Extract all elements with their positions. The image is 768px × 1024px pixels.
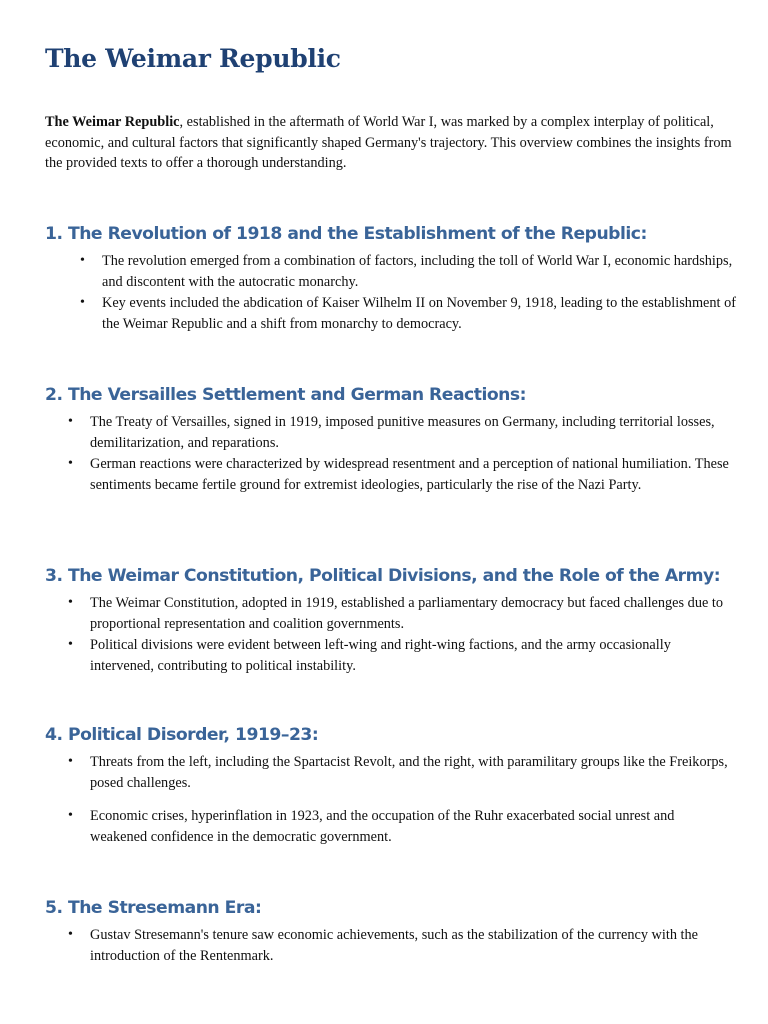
section-list-constitution [68,593,735,676]
page-title: The Weimar Republic [45,44,341,73]
bullet-icon: • [68,927,73,942]
intro-bold-term: The Weimar Republic [45,114,180,130]
section-heading-disorder: 4. Political Disorder, 1919–23: [45,725,319,745]
intro-paragraph [45,112,735,174]
list-item: • The revolution emerged from a combination of factors, including the toll of World War I, economic hardships, and discontent with the autocratic monarchy. [80,253,733,290]
list-item: • Key events included the abdication of Kaiser Wilhelm II on November 9, 1918, leading to the establishment of the Weimar Republic and a shift from monarchy to democracy. [80,295,737,332]
list-item: • German reactions were characterized by widespread resentment and a perception of national humiliation. These sentiments became fertile ground for extremist ideologies, particularly the rise of the Nazi Party. [68,456,729,493]
section-heading-versailles: 2. The Versailles Settlement and German Reactions: [45,385,526,405]
bullet-icon: • [80,295,85,310]
list-item: • Gustav Stresemann's tenure saw economic achievements, such as the stabilization of the currency with the introduction of the Rentenmark. [68,927,699,964]
list-item: • The Weimar Constitution, adopted in 1919, established a parliamentary democracy but faced challenges due to proportional representation and coalition governments. [68,595,724,632]
section-heading-constitution: 3. The Weimar Constitution, Political Divisions, and the Role of the Army: [45,566,721,586]
section-list-revolution [80,251,742,334]
list-item: • Threats from the left, including the Spartacist Revolt, and the right, with paramilitary groups like the Freikorps, posed challenges. [68,754,728,791]
bullet-icon: • [68,637,73,652]
section-list-versailles [68,412,740,495]
list-item: • Political divisions were evident between left-wing and right-wing factions, and the army occasionally intervened, contributing to political instability. [68,637,671,674]
bullet-icon: • [68,808,73,823]
bullet-icon: • [68,456,73,471]
section-heading-revolution: 1. The Revolution of 1918 and the Establishment of the Republic: [45,224,647,244]
intro-text: , established in the aftermath of World War I, was marked by a complex interplay of political, economic, and cultural factors that significantly shaped Germany's trajectory. This overview combines the insights from the provided texts to offer a thorough understanding. [45,114,732,171]
list-item: • The Treaty of Versailles, signed in 1919, imposed punitive measures on Germany, including territorial losses, demilitarization, and reparations. [68,414,715,451]
section-list-stresemann [68,925,730,966]
bullet-icon: • [68,414,73,429]
bullet-icon: • [80,253,85,268]
section-list-disorder [68,752,730,847]
bullet-icon: • [68,754,73,769]
list-item: • Economic crises, hyperinflation in 1923, and the occupation of the Ruhr exacerbated social unrest and weakened confidence in the democratic government. [68,808,675,845]
bullet-icon: • [68,595,73,610]
section-heading-stresemann: 5. The Stresemann Era: [45,898,262,918]
